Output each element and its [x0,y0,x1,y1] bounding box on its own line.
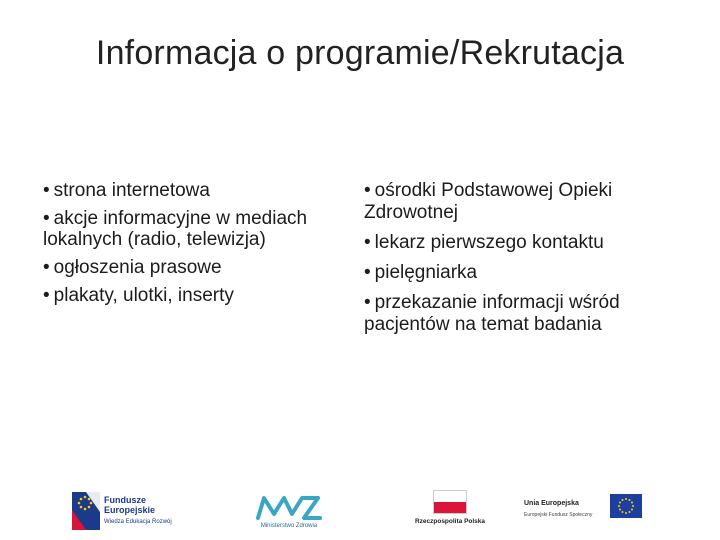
list-item: • przekazanie informacji wśród pacjentów na temat badania [364,292,620,335]
fundusze-europejskie-icon [72,492,100,530]
list-item: • ośrodki Podstawowej Opieki Zdrowotnej [364,180,613,223]
ministerstwo-zdrowia-icon [252,492,326,522]
unia-europejska-logo [522,494,642,528]
list-item: • plakaty, ulotki, inserty [43,285,234,306]
fundusze-europejskie-logo [72,492,222,532]
bullet: • [364,232,371,253]
bullet: • [364,262,371,283]
unia-europejska-subtitle: Europejski Fundusz Społeczny [524,512,593,518]
ministerstwo-zdrowia-logo [252,492,326,532]
bullet: • [43,257,50,278]
bullet: • [43,180,50,201]
bullet: • [364,180,371,201]
rzeczpospolita-polska-logo [408,490,492,534]
bullet: • [43,208,50,229]
list-item: • ogłoszenia prasowe [43,257,222,278]
rzeczpospolita-polska-label: Rzeczpospolita Polska [414,518,486,525]
list-item: • pielęgniarka [364,262,478,283]
right-bullet-list [364,180,674,344]
bullet: • [364,292,371,313]
unia-europejska-title: Unia Europejska [524,500,579,507]
list-item: • akcje informacyjne w mediach lokalnych (radio, telewizja) [43,208,308,250]
fundusze-text: Fundusze Europejskie [104,495,156,515]
fundusze-subtitle: Wiedza Edukacja Rozwój [104,519,172,525]
list-item: • strona internetowa [43,180,210,201]
bullet: • [43,285,50,306]
page-title: Informacja o programie/Rekrutacja [95,34,625,72]
eu-flag-icon [610,494,642,518]
ministerstwo-zdrowia-label: Ministerstwo Zdrowia [260,523,318,529]
funding-logos-bar [0,484,720,540]
left-bullet-list [43,180,318,313]
polish-flag-icon [433,490,467,514]
list-item: • lekarz pierwszego kontaktu [364,232,604,253]
